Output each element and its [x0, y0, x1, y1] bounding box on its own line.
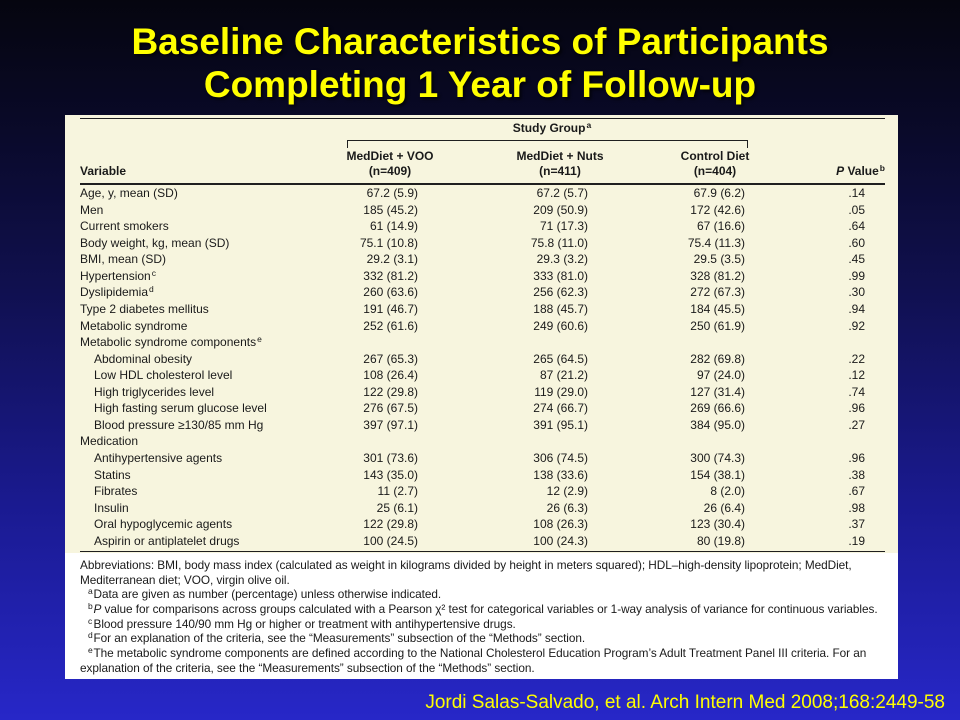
cell-medidet-nuts: 391 (95.1)	[533, 417, 588, 432]
cell-control-diet: 127 (31.4)	[690, 384, 745, 399]
column-header-name: MedDiet + Nuts	[516, 149, 604, 163]
cell-control-diet: 67 (16.6)	[696, 219, 745, 234]
table-row	[65, 301, 898, 318]
footnote-mark: b	[879, 163, 885, 173]
column-header-name: MedDiet + VOO	[346, 149, 434, 163]
row-label	[80, 301, 209, 318]
footnote-mark: d	[88, 630, 93, 641]
row-label	[80, 218, 169, 235]
cell-medidet-voo: 25 (6.1)	[376, 500, 418, 515]
cell-medidet-nuts: 87 (21.2)	[539, 368, 588, 383]
cell-p-value: .37	[848, 517, 865, 532]
row-label	[94, 516, 232, 533]
footnote-text: explanation of the criteria, see the “Measurements” subsection of the “Methods” section.	[80, 660, 535, 675]
row-label	[80, 284, 154, 302]
cell-control-diet: 8 (2.0)	[710, 484, 745, 499]
row-label	[94, 467, 131, 484]
cell-medidet-nuts: 306 (74.5)	[533, 451, 588, 465]
cell-control-diet: 75.4 (11.3)	[687, 235, 745, 250]
table-row	[65, 367, 898, 384]
cell-p-value: .45	[848, 252, 865, 267]
cell-p-value: .92	[848, 318, 865, 333]
cell-medidet-nuts: 209 (50.9)	[533, 202, 588, 217]
cell-medidet-voo: 122 (29.8)	[363, 517, 418, 532]
row-label-text: Blood pressure ≥130/85 mm Hg	[94, 417, 264, 432]
row-label-text: Dyslipidemia	[80, 285, 149, 300]
row-label	[94, 500, 129, 517]
cell-medidet-nuts: 333 (81.0)	[533, 268, 588, 283]
cell-p-value: .74	[848, 384, 865, 399]
footnote-mark: e	[257, 334, 262, 345]
cell-control-diet: 80 (19.8)	[696, 533, 745, 548]
column-header-medidet-voo	[315, 149, 465, 179]
row-label-text: Medication	[80, 434, 139, 449]
footnote-text: Blood pressure 140/90 mm Hg or higher or treatment with antihypertensive drugs.	[93, 616, 516, 631]
footnote-mark: a	[88, 586, 93, 597]
footnote-line	[65, 602, 898, 617]
cell-p-value: .67	[848, 484, 865, 499]
row-label-text: High triglycerides level	[94, 384, 215, 399]
table-row	[65, 483, 898, 500]
cell-control-diet: 172 (42.6)	[690, 202, 745, 217]
cell-medidet-nuts: 265 (64.5)	[533, 351, 588, 366]
row-label-text: Insulin	[94, 500, 129, 515]
cell-control-diet: 29.5 (3.5)	[693, 252, 745, 267]
footnote-mark: d	[149, 284, 154, 295]
row-label	[80, 185, 178, 202]
cell-control-diet: 26 (6.4)	[703, 500, 745, 515]
cell-medidet-nuts: 12 (2.9)	[546, 484, 588, 499]
cell-medidet-voo: 252 (61.6)	[363, 318, 418, 333]
column-header-medidet-nuts	[485, 149, 635, 179]
table-row	[65, 202, 898, 219]
table-row	[65, 384, 898, 401]
abbreviations-line: Abbreviations: BMI, body mass index (calculated as weight in kilograms divided by height in meters squared); HDL–high-density lipoprotein; MedDiet,	[80, 558, 852, 572]
cell-p-value: .19	[848, 533, 865, 548]
table-row	[65, 500, 898, 517]
row-label-text: Low HDL cholesterol level	[94, 368, 233, 383]
cell-medidet-voo: 100 (24.5)	[363, 533, 418, 548]
cell-p-value: .38	[848, 467, 865, 482]
cell-medidet-nuts: 100 (24.3)	[533, 533, 588, 548]
baseline-characteristics-table	[65, 115, 898, 679]
cell-medidet-voo: 301 (73.6)	[363, 451, 418, 465]
cell-medidet-nuts: 71 (17.3)	[539, 219, 588, 234]
cell-control-diet: 269 (66.6)	[690, 401, 745, 416]
cell-medidet-nuts: 138 (33.6)	[533, 467, 588, 482]
cell-p-value: .98	[848, 500, 865, 515]
cell-p-value: .12	[848, 368, 865, 383]
slide-title-line-2: Completing 1 Year of Follow-up	[203, 64, 757, 105]
cell-medidet-voo: 75.1 (10.8)	[359, 235, 418, 250]
row-label	[94, 367, 232, 384]
cell-medidet-voo: 11 (2.7)	[377, 484, 418, 499]
table-top-rule	[80, 118, 885, 119]
table-row	[65, 318, 898, 335]
table-row	[65, 268, 898, 285]
cell-p-value: .99	[848, 268, 865, 283]
row-label	[80, 318, 187, 335]
cell-p-value: .60	[848, 235, 865, 250]
cell-p-value: .30	[848, 285, 865, 300]
cell-medidet-nuts: 119 (29.0)	[534, 384, 588, 399]
footnote-line	[65, 617, 898, 632]
row-label-text: Type 2 diabetes mellitus	[80, 301, 209, 316]
column-header-variable: Variable	[80, 164, 127, 178]
cell-medidet-voo: 61 (14.9)	[369, 219, 418, 234]
cell-medidet-nuts: 249 (60.6)	[533, 318, 588, 333]
table-body-area	[65, 115, 898, 553]
cell-medidet-nuts: 26 (6.3)	[546, 500, 588, 515]
cell-control-diet: 67.9 (6.2)	[693, 186, 745, 200]
cell-control-diet: 282 (69.8)	[690, 351, 745, 366]
row-label	[94, 351, 192, 368]
table-row	[65, 533, 898, 550]
footnote-line	[65, 587, 898, 602]
footnote-line	[65, 661, 898, 676]
row-label-text: Oral hypoglycemic agents	[94, 517, 233, 532]
table-row	[65, 218, 898, 235]
row-label	[80, 268, 156, 286]
row-label-text: High fasting serum glucose level	[94, 401, 267, 416]
row-label-text: Metabolic syndrome	[80, 318, 188, 333]
table-row	[65, 235, 898, 252]
row-label-text: Aspirin or antiplatelet drugs	[94, 533, 240, 548]
cell-medidet-voo: 260 (63.6)	[363, 285, 418, 300]
citation: Jordi Salas-Salvado, et al. Arch Intern Med 2008;168:2449-58	[425, 692, 945, 713]
cell-medidet-nuts: 29.3 (3.2)	[536, 252, 588, 267]
column-header-name: Control Diet	[680, 149, 750, 163]
row-label-text: Fibrates	[94, 484, 138, 499]
row-label	[94, 533, 239, 550]
row-label	[94, 483, 137, 500]
cell-medidet-voo: 29.2 (3.1)	[366, 252, 418, 267]
row-label-text: Age, y, mean (SD)	[80, 186, 178, 200]
row-label-text: Men	[80, 202, 104, 217]
row-label	[80, 433, 138, 450]
table-section-row	[65, 433, 898, 450]
footnote-text: P value for comparisons across groups calculated with a Pearson χ² test for categorical variables or 1-way analysis of variance for continuous variables.	[93, 602, 878, 617]
cell-medidet-voo: 67.2 (5.9)	[366, 186, 418, 200]
row-label-text: Hypertension	[80, 268, 151, 283]
cell-control-diet: 272 (67.3)	[690, 285, 745, 300]
cell-control-diet: 184 (45.5)	[690, 301, 745, 316]
cell-control-diet: 250 (61.9)	[690, 318, 745, 333]
table-section-row	[65, 334, 898, 351]
row-label	[94, 384, 214, 401]
row-label	[94, 417, 263, 434]
table-row	[65, 284, 898, 301]
table-row	[65, 185, 898, 202]
cell-medidet-nuts: 108 (26.3)	[533, 517, 588, 532]
footnote-mark: c	[88, 615, 93, 626]
row-label	[80, 235, 229, 252]
cell-medidet-voo: 185 (45.2)	[363, 202, 418, 217]
row-label	[80, 251, 166, 268]
column-header-count: (n=411)	[539, 164, 581, 178]
cell-medidet-nuts: 256 (62.3)	[533, 285, 588, 300]
table-row	[65, 450, 898, 467]
cell-medidet-voo: 122 (29.8)	[363, 384, 418, 399]
footnote-line	[65, 631, 898, 646]
p-value-label: P Value	[836, 164, 879, 178]
table-bottom-rule	[80, 551, 885, 552]
row-label-text: Antihypertensive agents	[94, 451, 223, 465]
table-row	[65, 516, 898, 533]
cell-p-value: .22	[848, 351, 865, 366]
cell-medidet-voo: 143 (35.0)	[363, 467, 418, 482]
cell-p-value: .96	[848, 401, 865, 416]
cell-p-value: .05	[848, 202, 865, 217]
cell-control-diet: 384 (95.0)	[690, 417, 745, 432]
study-group-label: Study Group	[512, 121, 586, 135]
footnote-mark: c	[151, 267, 156, 278]
cell-control-diet: 97 (24.0)	[696, 368, 745, 383]
cell-p-value: .27	[848, 417, 865, 432]
cell-medidet-voo: 108 (26.4)	[363, 368, 418, 383]
footnote-text: For an explanation of the criteria, see the “Measurements” subsection of the “Methods” section.	[93, 631, 586, 646]
column-header-p-value	[765, 164, 885, 179]
cell-control-diet: 123 (30.4)	[690, 517, 745, 532]
cell-medidet-nuts: 274 (66.7)	[533, 401, 588, 416]
study-group-header	[452, 121, 652, 136]
study-group-bracket	[347, 140, 748, 148]
row-label	[94, 450, 222, 467]
cell-control-diet: 328 (81.2)	[690, 268, 745, 283]
row-label	[94, 400, 267, 417]
row-label-text: Current smokers	[80, 219, 169, 234]
abbreviations-line: Mediterranean diet; VOO, virgin olive oil.	[80, 572, 290, 587]
table-row	[65, 467, 898, 484]
table-row	[65, 251, 898, 268]
table-footnotes	[65, 558, 898, 676]
row-label-text: Statins	[94, 467, 131, 482]
cell-medidet-nuts: 188 (45.7)	[533, 301, 588, 316]
cell-p-value: .96	[848, 451, 865, 465]
cell-medidet-voo: 191 (46.7)	[363, 301, 418, 316]
row-label-text: Metabolic syndrome components	[80, 335, 257, 350]
footnote-text: The metabolic syndrome components are defined according to the National Cholesterol Education Program’s Adult Treatment Panel III criteria. For an	[93, 646, 867, 661]
table-rows	[65, 185, 898, 549]
row-label-text: BMI, mean (SD)	[80, 252, 167, 267]
table-row	[65, 351, 898, 368]
cell-p-value: .14	[848, 186, 865, 200]
slide-title-line-1: Baseline Characteristics of Participants	[131, 21, 829, 62]
footnote-line	[65, 646, 898, 661]
column-header-count: (n=404)	[693, 164, 737, 178]
row-label	[80, 334, 262, 352]
cell-control-diet: 300 (74.3)	[690, 451, 745, 465]
cell-medidet-nuts: 75.8 (11.0)	[530, 235, 588, 250]
row-label	[80, 202, 103, 219]
table-row	[65, 400, 898, 417]
cell-p-value: .94	[848, 301, 865, 316]
row-label-text: Body weight, kg, mean (SD)	[80, 235, 230, 250]
footnote-mark: b	[88, 601, 93, 612]
footnote-mark: e	[88, 645, 93, 656]
footnote-mark: a	[586, 120, 592, 130]
footnote-text: Data are given as number (percentage) unless otherwise indicated.	[93, 587, 442, 602]
cell-medidet-nuts: 67.2 (5.7)	[536, 186, 588, 200]
cell-control-diet: 154 (38.1)	[690, 467, 745, 482]
cell-medidet-voo: 276 (67.5)	[363, 401, 418, 416]
cell-p-value: .64	[848, 219, 865, 234]
cell-medidet-voo: 267 (65.3)	[363, 351, 418, 366]
column-header-count: (n=409)	[368, 164, 412, 178]
cell-medidet-voo: 397 (97.1)	[363, 417, 418, 432]
row-label-text: Abdominal obesity	[94, 351, 193, 366]
table-row	[65, 417, 898, 434]
cell-medidet-voo: 332 (81.2)	[363, 268, 418, 283]
